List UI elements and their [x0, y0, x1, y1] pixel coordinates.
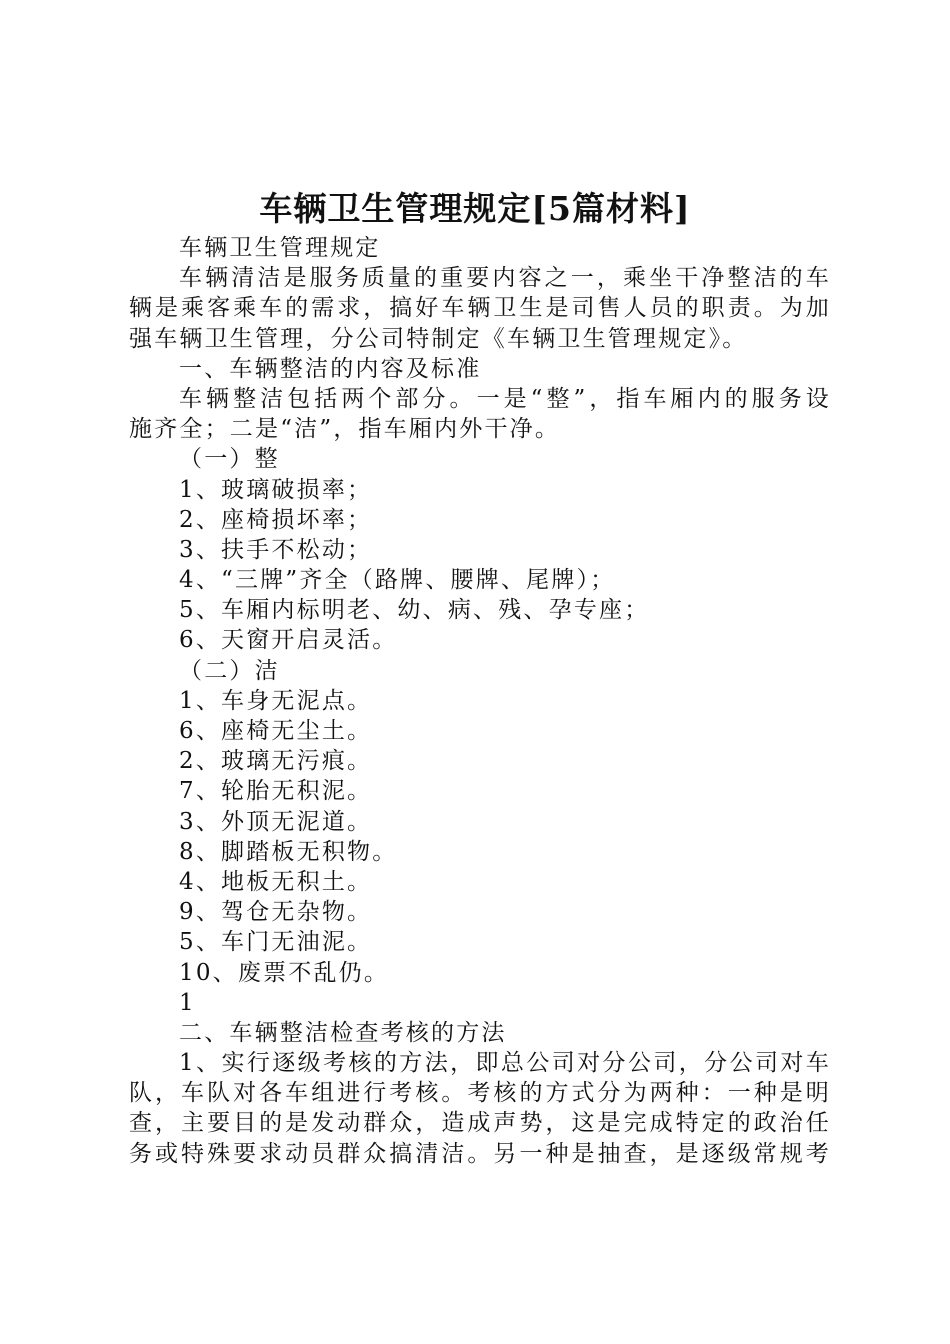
- document-body: [129, 233, 831, 1169]
- text-line: 1、实行逐级考核的方法，即总公司对分公司，分公司对车: [179, 1050, 831, 1077]
- text-line: 1、玻璃破损率；: [179, 476, 373, 503]
- text-line: 7、轮胎无积泥。: [179, 778, 373, 805]
- text-line: 3、外顶无泥道。: [179, 808, 373, 835]
- text-line: 2、玻璃无污痕。: [179, 748, 373, 775]
- text-line: 6、天窗开启灵活。: [179, 627, 398, 654]
- text-line: 4、“三牌”齐全（路牌、腰牌、尾牌）；: [179, 567, 616, 594]
- text-line: 10、废票不乱仍。: [179, 959, 390, 986]
- text-line: （二）洁: [179, 657, 280, 684]
- text-line: 查，主要目的是发动群众，造成声势，这是完成特定的政治任: [129, 1110, 831, 1137]
- text-line: 一、车辆整洁的内容及标准: [179, 355, 482, 382]
- text-line: 车辆卫生管理规定: [179, 235, 381, 261]
- text-line: 3、扶手不松动；: [179, 536, 373, 563]
- document-title: 车辆卫生管理规定[5篇材料]: [259, 189, 691, 228]
- text-line: 5、车门无油泥。: [179, 929, 373, 956]
- text-line: 8、脚踏板无积物。: [179, 838, 398, 865]
- text-line: 车辆整洁包括两个部分。一是“整”，指车厢内的服务设: [179, 385, 831, 412]
- text-line: 1: [179, 989, 196, 1016]
- text-line: 二、车辆整洁检查考核的方法: [179, 1019, 507, 1046]
- text-line: 施齐全；二是“洁”，指车厢内外干净。: [129, 416, 561, 443]
- text-line: 务或特殊要求动员群众搞清洁。另一种是抽查，是逐级常规考: [129, 1140, 831, 1167]
- text-line: 9、驾仓无杂物。: [179, 899, 373, 926]
- text-line: 1、车身无泥点。: [179, 687, 373, 714]
- text-line: 6、座椅无尘土。: [179, 718, 373, 744]
- text-line: （一）整: [179, 446, 280, 473]
- text-line: 4、地板无积土。: [179, 868, 373, 895]
- text-line: 5、车厢内标明老、幼、病、残、孕专座；: [179, 597, 650, 624]
- text-line: 队，车队对各车组进行考核。考核的方式分为两种：一种是明: [129, 1080, 831, 1107]
- text-line: 辆是乘客乘车的需求，搞好车辆卫生是司售人员的职责。为加: [129, 295, 831, 322]
- text-line: 2、座椅损坏率；: [179, 506, 373, 533]
- text-line: 强车辆卫生管理，分公司特制定《车辆卫生管理规定》。: [129, 325, 748, 352]
- text-line: 车辆清洁是服务质量的重要内容之一，乘坐干净整洁的车: [179, 265, 831, 292]
